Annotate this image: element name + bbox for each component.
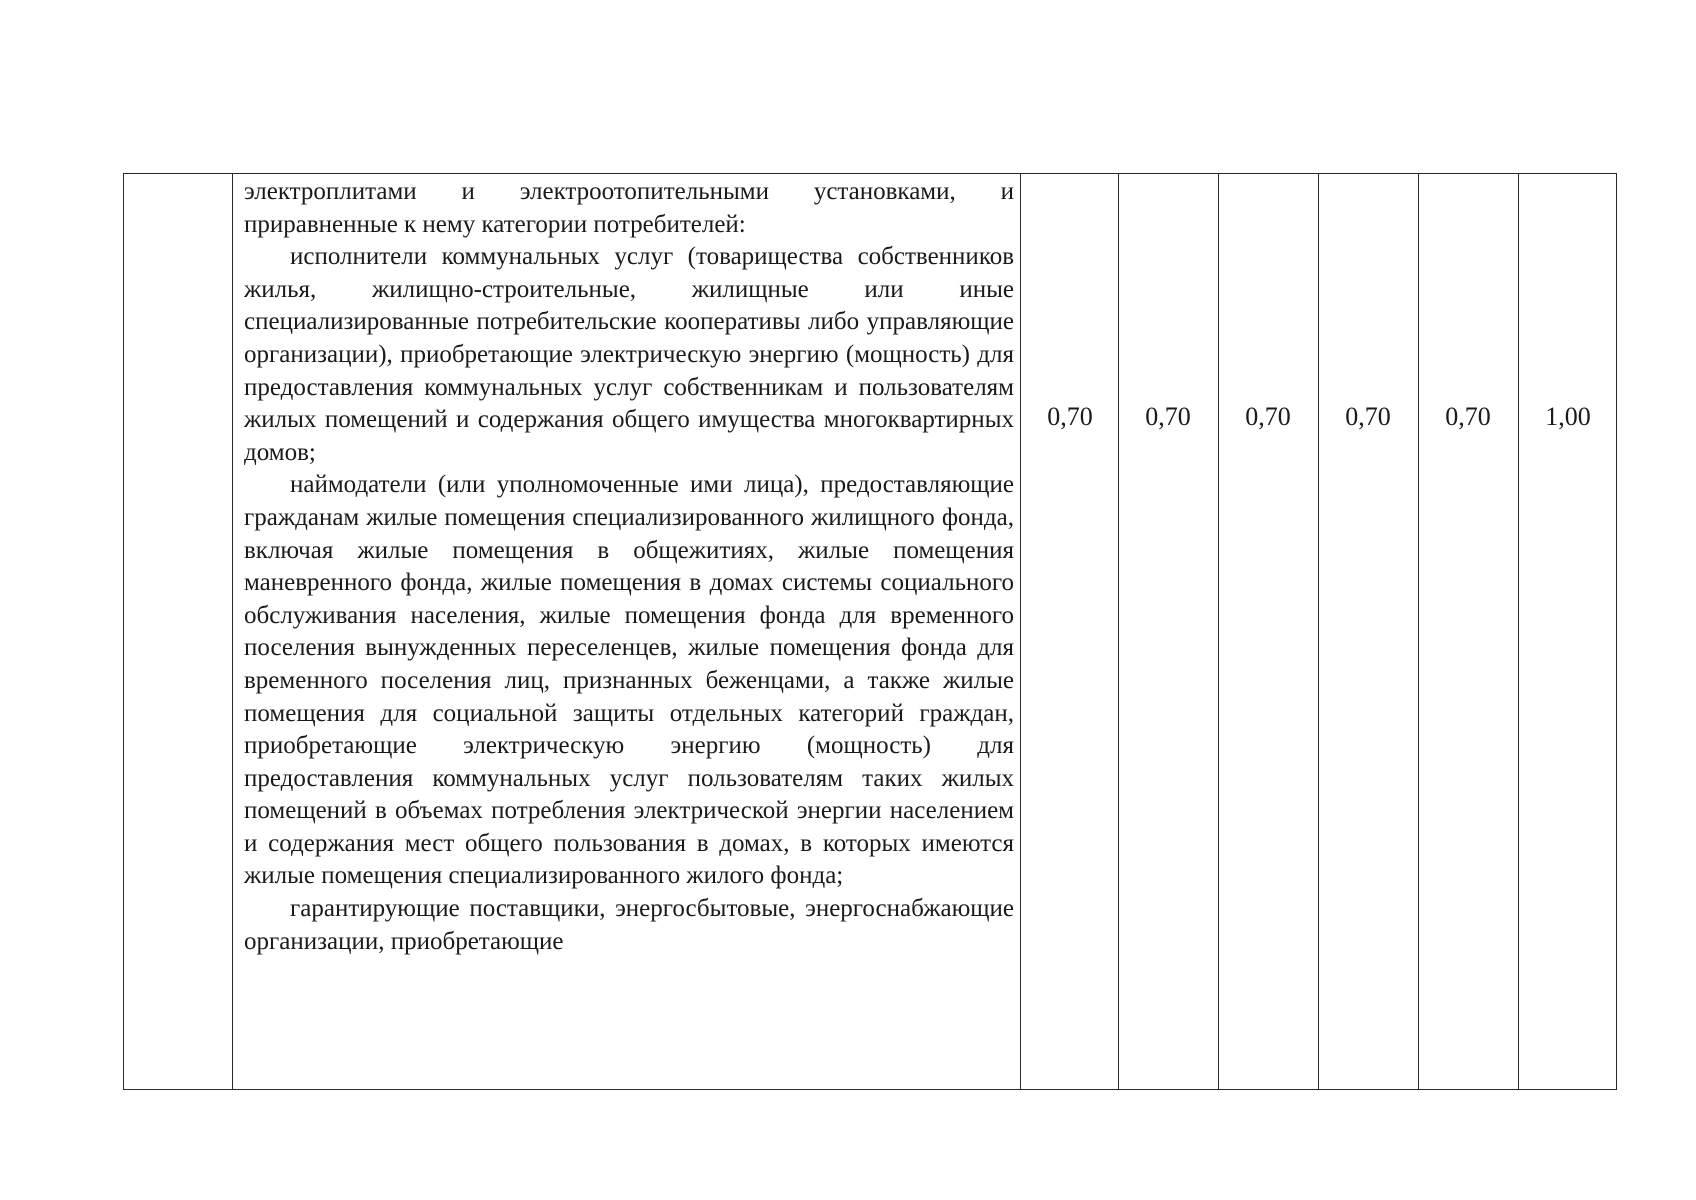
value-cell: 1,00 — [1545, 402, 1591, 431]
description-cell — [244, 176, 1014, 958]
value-cell: 0,70 — [1145, 402, 1191, 431]
description-paragraph: наймодатели (или уполномоченные ими лица), предоставляющие гражданам жилые помещения специализированного жилищного фонда, включая жилые помещения в общежитиях, жилые помещения маневренного фонда, жилые помещения в домах системы социального обслуживания населения, жилые помещения фонда для временного поселения вынужденных переселенцев, жилые помещения фонда для временного поселения лиц, признанных беженцами, а также жилые помещения для социальной защиты отдельных категорий граждан, приобретающие электрическую энергию (мощность) для предоставления коммунальных услуг пользователям таких жилых помещений в объемах потребления электрической энергии населением и содержания мест общего пользования в домах, в которых имеются жилые помещения специализированного жилого фонда; — [244, 471, 1014, 890]
column-divider — [232, 174, 233, 1089]
value-cell: 0,70 — [1445, 402, 1491, 431]
value-cell: 0,70 — [1345, 402, 1391, 431]
value-cell: 0,70 — [1245, 402, 1291, 431]
column-divider — [1418, 174, 1419, 1089]
column-divider — [1518, 174, 1519, 1089]
column-divider — [1218, 174, 1219, 1089]
column-divider — [1118, 174, 1119, 1089]
description-paragraph: электроплитами и электроотопительными установками, и приравненные к нему категории потребителей: — [244, 178, 1014, 238]
column-divider — [1020, 174, 1021, 1089]
description-paragraph: гарантирующие поставщики, энергосбытовые, энергоснабжающие организации, приобретающие — [244, 895, 1014, 955]
column-divider — [1318, 174, 1319, 1089]
table-frame — [123, 173, 1617, 1090]
description-paragraph: исполнители коммунальных услуг (товарищества собственников жилья, жилищно-строительные, жилищные или иные специализированные потребительские кооперативы либо управляющие организации), приобретающие электрическую энергию (мощность) для предоставления коммунальных услуг собственникам и пользователям жилых помещений и содержания общего имущества многоквартирных домов; — [244, 243, 1014, 466]
value-cell: 0,70 — [1047, 402, 1093, 431]
